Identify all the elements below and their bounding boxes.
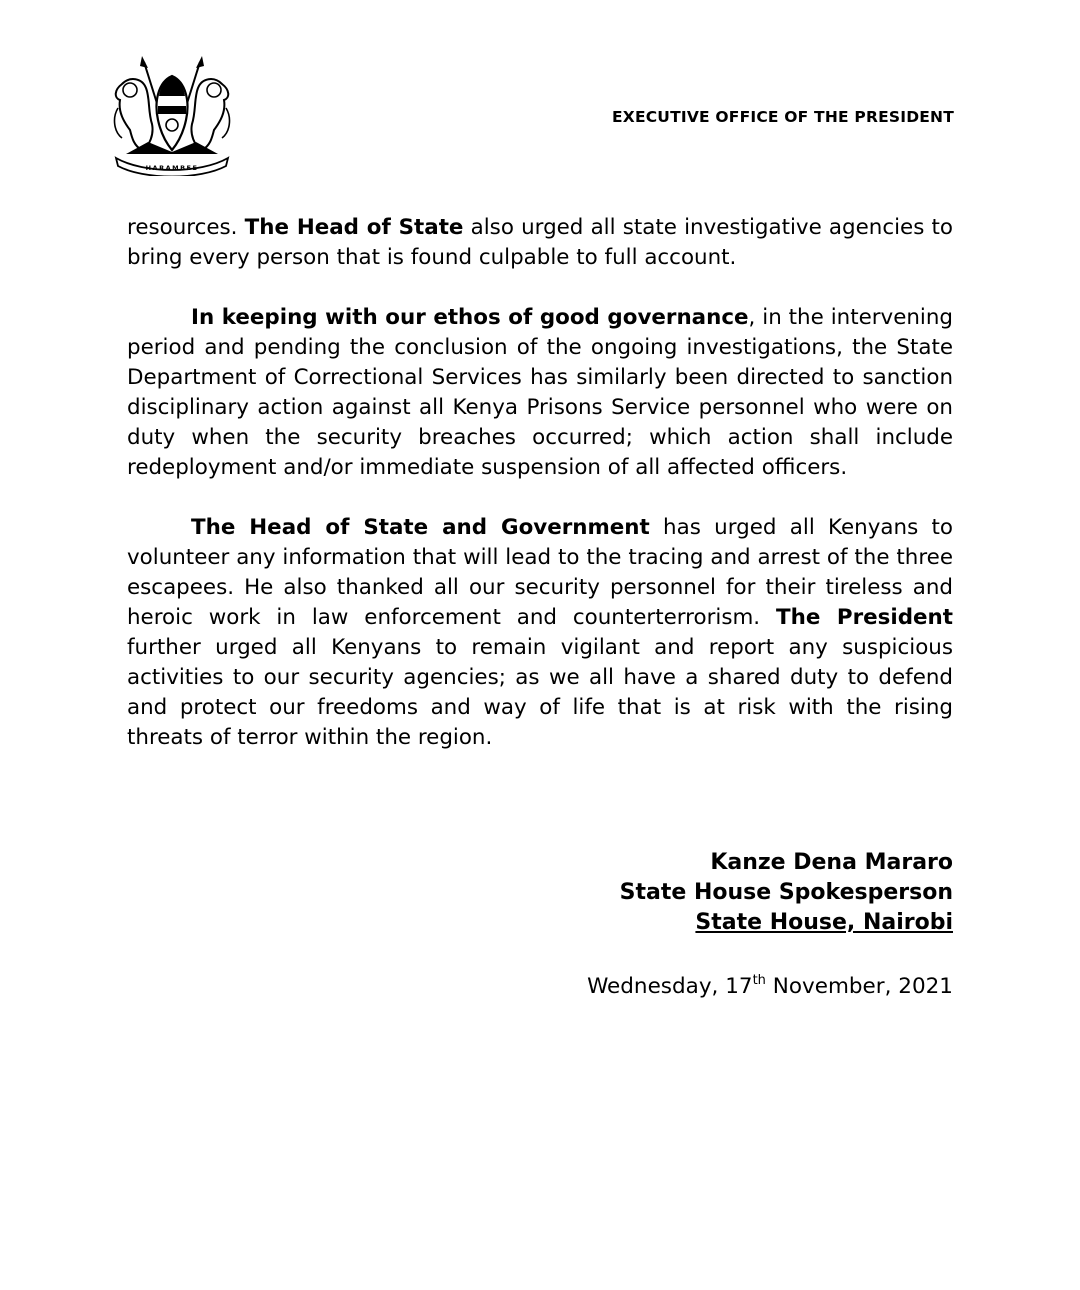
paragraph-3-bold: The Head of State and Government [191,515,650,540]
paragraph-1-rest: also urged all state investigative agencies to bring every person that is found culpable to full account. [127,215,953,270]
paragraph-1-start: resources. [127,215,245,240]
paragraph-3-mid: has urged all Kenyans to volunteer any information that will lead to the tracing and arrest of the three escapees. He also thanked all our security personnel for their tireless and heroic work in law enforcement and counterterrorism. [127,515,953,630]
paragraph-3 [127,513,953,753]
paragraph-1-bold: The Head of State [244,215,464,240]
date-rest: November, 2021 [765,974,953,999]
kenya-coat-of-arms-emblem [104,54,240,176]
statement-date [587,972,953,1002]
date-prefix: Wednesday, 17 [587,974,753,999]
paragraph-3-end: further urged all Kenyans to remain vigilant and report any suspicious activities to our security agencies; as we all have a shared duty to defend and protect our freedoms and way of life that is at risk with the rising threats of terror within the region. [127,635,953,750]
paragraph-1 [127,213,953,273]
paragraph-3-bold-president: The President [776,605,953,630]
statement-body [127,213,953,783]
paragraph-2 [127,303,953,483]
paragraph-2-rest: , in the intervening period and pending the conclusion of the ongoing investigations, the State Department of Correctional Services has similarly been directed to sanction disciplinary action against all Kenya Prisons Service personnel who were on duty when the security breaches occurred; which action shall include redeployment and/or immediate suspension of all affected officers. [127,305,953,480]
signatory-location: State House, Nairobi [695,910,953,935]
svg-text:HARAMBEE: HARAMBEE [145,164,199,172]
date-ordinal-suffix: th [752,973,766,988]
paragraph-2-bold: In keeping with our ethos of good governance [191,305,749,330]
signatory-name: Kanze Dena Mararo [710,850,953,875]
office-header: EXECUTIVE OFFICE OF THE PRESIDENT [612,108,954,126]
signatory-title: State House Spokesperson [619,880,953,905]
signature-block [620,848,953,938]
